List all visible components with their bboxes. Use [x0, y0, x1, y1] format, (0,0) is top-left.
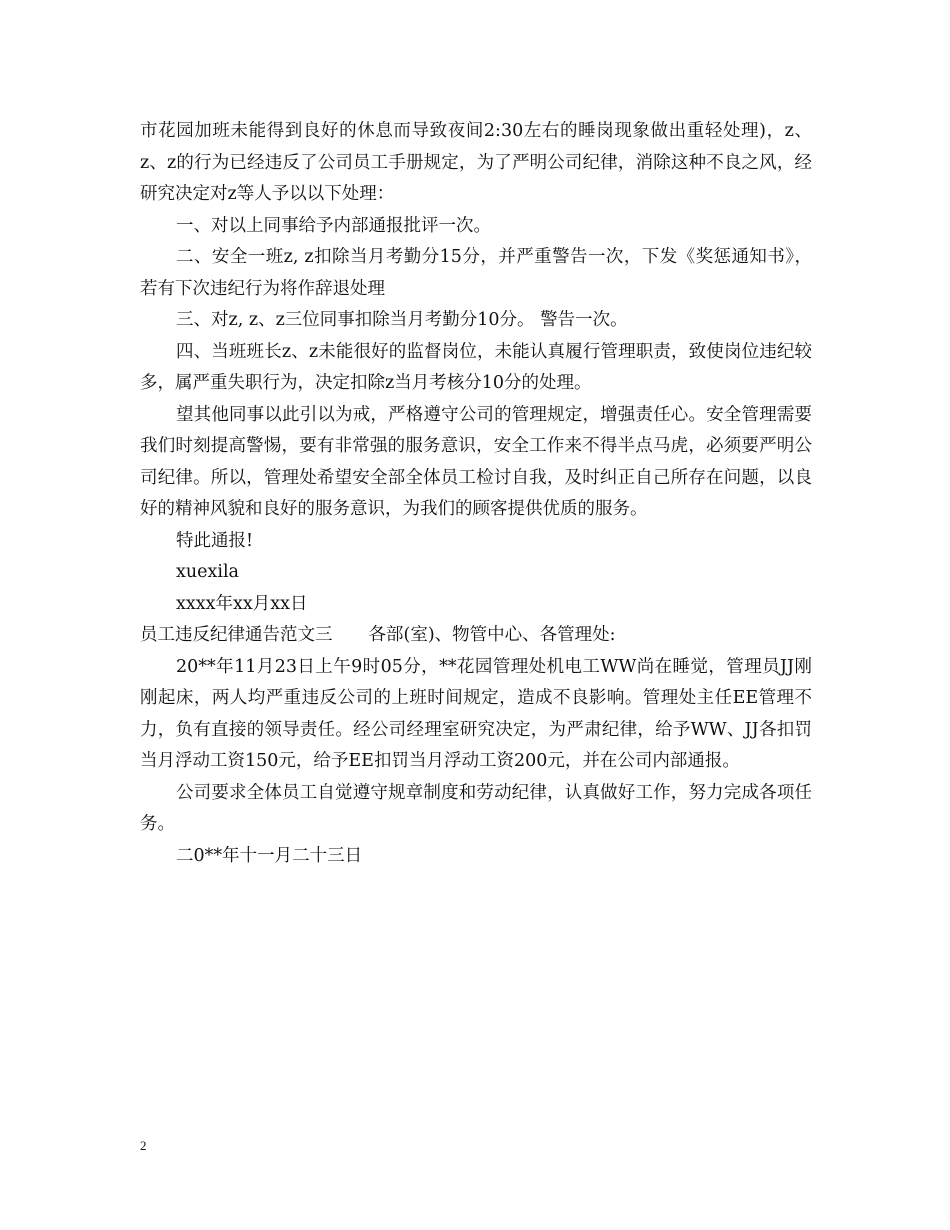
paragraph-item-1: 一、对以上同事给予内部通报批评一次。	[176, 215, 491, 236]
signature-date: xxxx年xx月xx日	[176, 593, 308, 614]
paragraph-continuation: 市花园加班未能得到良好的休息而导致夜间2:30左右的睡岗现象做出重轻处理)，z、z、z的行为已经违反了公司员工手册规定，为了严明公司纪律，消除这种不良之风，经研究决定对z等人予以以下处理：	[140, 121, 812, 204]
section-recipients: 各部(室)、物管中心、各管理处:	[368, 625, 616, 645]
section-title: 员工违反纪律通告范文三	[140, 625, 333, 645]
paragraph-notice: 特此通报!	[176, 530, 254, 551]
section-date: 二0**年十一月二十三日	[176, 845, 363, 866]
section-paragraph-2: 公司要求全体员工自觉遵守规章制度和劳动纪律，认真做好工作，努力完成各项任务。	[140, 782, 812, 834]
document-body	[140, 116, 812, 872]
page-number: 2	[140, 1138, 147, 1153]
section-heading	[140, 620, 812, 652]
paragraph-item-2: 二、安全一班z, z扣除当月考勤分15分，并严重警告一次，下发《奖惩通知书》，若有下次违纪行为将作辞退处理	[140, 247, 812, 299]
signature-name: xuexila	[176, 562, 239, 582]
paragraph-item-3: 三、对z, z、z三位同事扣除当月考勤分10分。 警告一次。	[176, 310, 628, 330]
paragraph-item-4: 四、当班班长z、z未能很好的监督岗位，未能认真履行管理职责，致使岗位违纪较多，属严重失职行为，决定扣除z当月考核分10分的处理。	[140, 341, 812, 393]
paragraph-warning: 望其他同事以此引以为戒，严格遵守公司的管理规定，增强责任心。安全管理需要我们时刻提高警惕，要有非常强的服务意识，安全工作来不得半点马虎，必须要严明公司纪律。所以，管理处希望安全部全体员工检讨自我，及时纠正自己所存在问题，以良好的精神风貌和良好的服务意识，为我们的顾客提供优质的服务。	[140, 404, 812, 519]
section-paragraph-1: 20**年11月23日上午9时05分，**花园管理处机电工WW尚在睡觉，管理员JJ刚刚起床，两人均严重违反公司的上班时间规定，造成不良影响。管理处主任EE管理不力，负有直接的领导责任。经公司经理室研究决定，为严肃纪律，给予WW、JJ各扣罚当月浮动工资150元，给予EE扣罚当月浮动工资200元，并在公司内部通报。	[140, 656, 812, 771]
